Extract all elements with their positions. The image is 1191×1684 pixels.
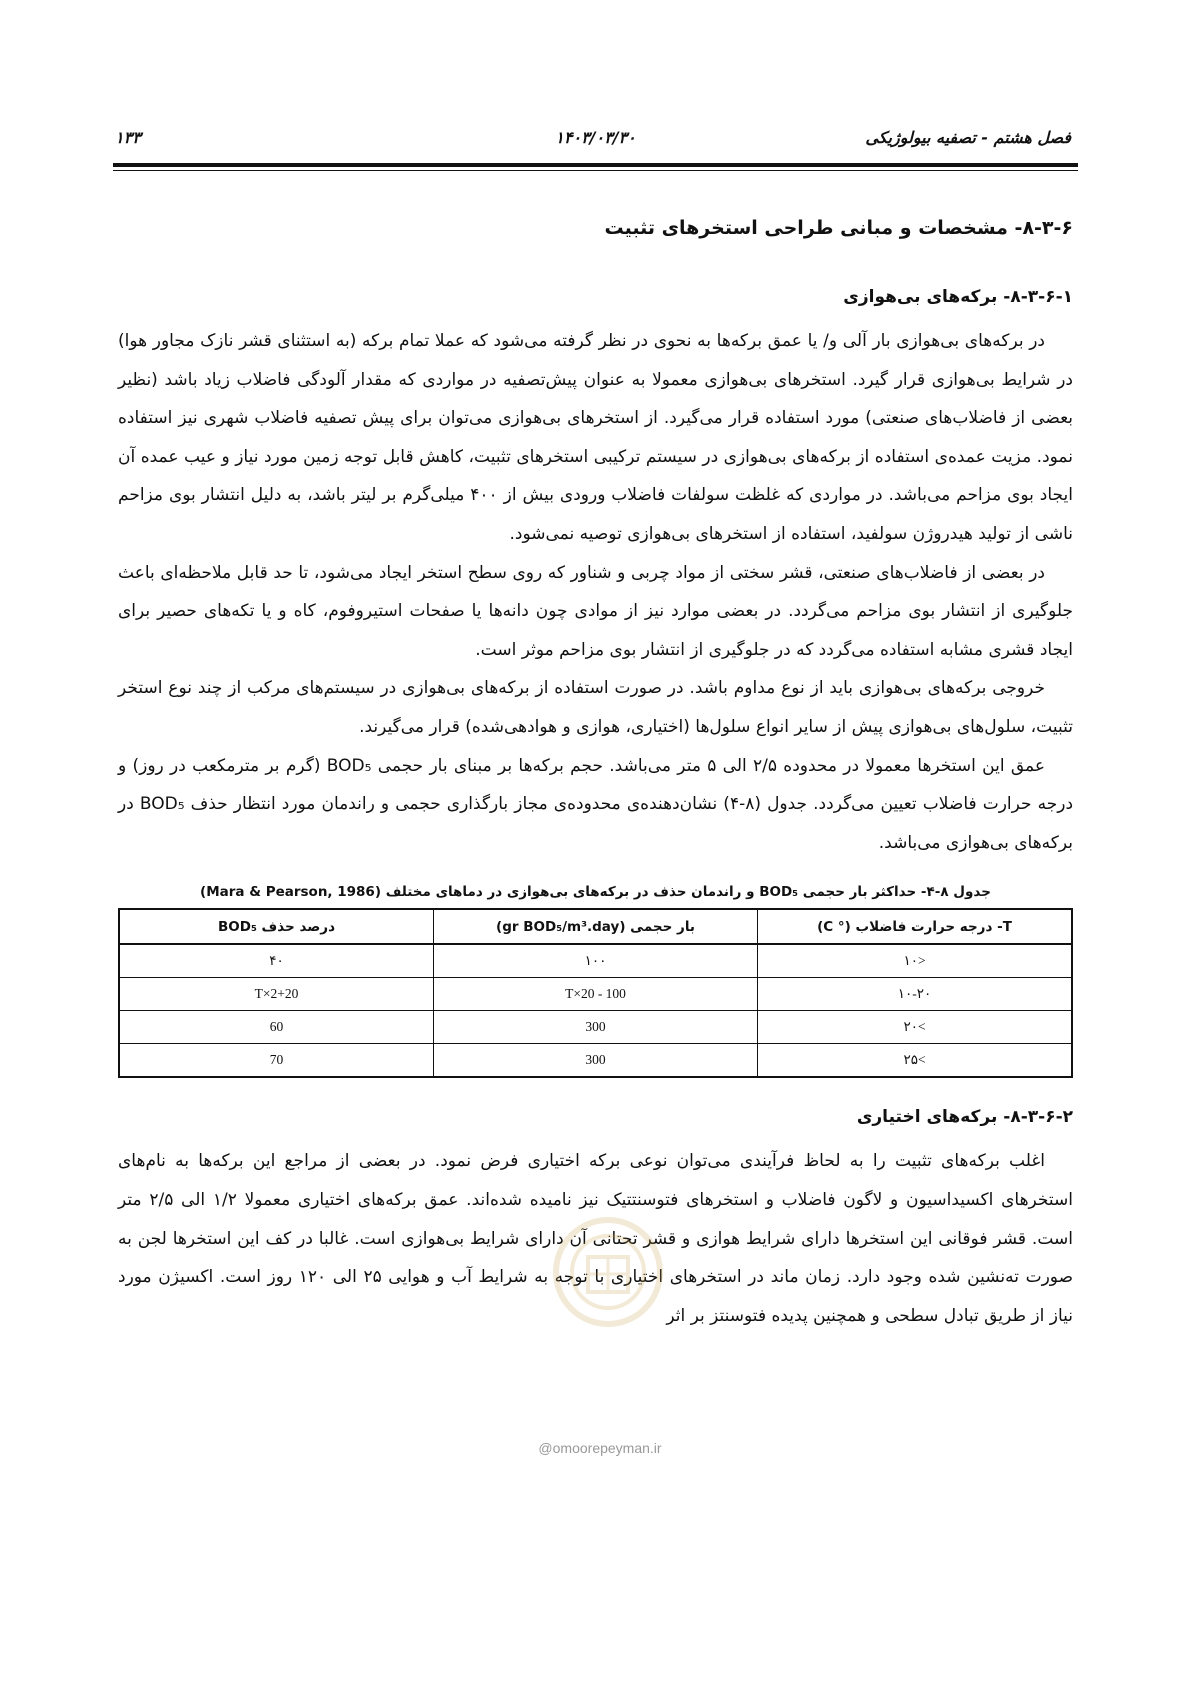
table-cell: <۱۰: [758, 944, 1072, 978]
paragraph: در برکه‌های بی‌هوازی بار آلی و/ یا عمق برکه‌ها به نحوی در نظر گرفته می‌شود که عملا تمام برکه (به استثنای قشر نازک مجاور هوا) در شرایط بی‌هوازی قرار گیرد. استخرهای بی‌هوازی معمولا به عنوان پیش‌تصفیه در مواردی که مقدار آلودگی فاضلاب زیاد باشد (نظیر بعضی از فاضلاب‌های صنعتی) مورد استفاده قرار می‌گیرد. از استخرهای بی‌هوازی می‌توان برای پیش تصفیه فاضلاب شهری نیز استفاده نمود. مزیت عمده‌ی استفاده از برکه‌های بی‌هوازی در سیستم ترکیبی استخرهای تثبیت، کاهش قابل توجه زمین مورد نیاز و عیب عمده آن ایجاد بوی مزاحم می‌باشد. در مواردی که غلظت سولفات فاضلاب ورودی بیش از ۴۰۰ میلی‌گرم بر لیتر باشد، به دلیل انتشار بوی مزاحم ناشی از تولید هیدروژن سولفید، استفاده از استخرهای بی‌هوازی توصیه نمی‌شود.: [118, 331, 1073, 544]
subsection-heading-anaerobic: ۸-۳-۶-۱- برکه‌های بی‌هوازی: [843, 287, 1073, 307]
table-row: [119, 1044, 1072, 1078]
table-header-cell: بار حجمی (gr BOD₅/m³.day): [434, 909, 758, 944]
table-cell: >۲۰: [758, 1011, 1072, 1044]
table-caption: جدول ۸-۴- حداکثر بار حجمی BOD₅ و راندمان حذف در برکه‌های بی‌هوازی در دماهای مختلف (Mara & Pearson, 1986): [200, 884, 991, 901]
table-cell: T×20 - 100: [434, 978, 758, 1011]
section-heading: ۸-۳-۶- مشخصات و مبانی طراحی استخرهای تثبیت: [604, 217, 1073, 239]
paragraph: عمق این استخرها معمولا در محدوده ۲/۵ الی ۵ متر می‌باشد. حجم برکه‌ها بر مبنای بار حجمی BOD₅ (گرم بر مترمکعب در روز) و درجه حرارت فاضلاب تعیین می‌گردد. جدول (۸-۴) نشان‌دهنده‌ی محدوده‌ی مجاز بارگذاری حجمی و راندمان مورد انتظار حذف BOD₅ در برکه‌های بی‌هوازی می‌باشد.: [118, 755, 1074, 853]
table-row: [119, 978, 1072, 1011]
header-rule-thin: [113, 170, 1078, 171]
table-header-cell: درصد حذف BOD₅: [119, 909, 434, 944]
header-rule-thick: [113, 163, 1078, 167]
table-cell: T×2+20: [119, 978, 434, 1011]
watermark-text: @omoorepeyman.ir: [538, 1440, 662, 1456]
table-cell: 300: [434, 1011, 758, 1044]
table-header-row: [119, 909, 1072, 944]
watermark-logo-icon: [548, 1212, 668, 1362]
paragraph: خروجی برکه‌های بی‌هوازی باید از نوع مداوم باشد. در صورت استفاده از برکه‌های بی‌هوازی در سیستم‌های مرکب از چند نوع استخر تثبیت، سلول‌های بی‌هوازی پیش از سایر انواع سلول‌ها (اختیاری، هوازی و هوادهی‌شده) قرار می‌گیرند.: [118, 678, 1073, 737]
paragraph: اغلب برکه‌های تثبیت را به لحاظ فرآیندی می‌توان نوعی برکه اختیاری فرض نمود. در بعضی از مراجع این برکه‌ها به نام‌های استخرهای اکسیداسیون و لاگون فاضلاب و استخرهای فتوسنتتیک نیز نامیده شده‌اند. عمق برکه‌های اختیاری معمولا ۱/۲ الی ۲/۵ متر است. قشر فوقانی این استخرها دارای شرایط هوازی و قشر تحتانی آن دارای شرایط بی‌هوازی است. غالبا در کف این استخرها لجن به صورت ته‌نشین شده وجود دارد. زمان ماند در استخرهای اختیاری با توجه به شرایط آب و هوایی ۲۵ الی ۱۲۰ روز است. اکسیژن مورد نیاز از طریق تبادل سطحی و همچنین پدیده فتوسنتز بر اثر: [118, 1151, 1073, 1326]
table-row: [119, 1011, 1072, 1044]
running-header-chapter: فصل هشتم - تصفیه بیولوژیکی: [865, 128, 1071, 147]
table-cell: ۱۰-۲۰: [758, 978, 1072, 1011]
page-number: ۱۳۳: [115, 128, 141, 147]
table-cell: >۲۵: [758, 1044, 1072, 1078]
table-cell: ۴۰: [119, 944, 434, 978]
table-cell: ۱۰۰: [434, 944, 758, 978]
running-header-date: ۱۴۰۳/۰۳/۳۰: [555, 128, 636, 147]
bod-loading-table: [118, 908, 1073, 1078]
table-cell: 60: [119, 1011, 434, 1044]
subsection-heading-facultative: ۸-۳-۶-۲- برکه‌های اختیاری: [856, 1107, 1073, 1128]
table-header-cell: T- درجه حرارت فاضلاب (° C): [758, 909, 1072, 944]
paragraph: در بعضی از فاضلاب‌های صنعتی، قشر سختی از مواد چربی و شناور که روی سطح استخر ایجاد می‌شود، تا حد قابل ملاحظه‌ای باعث جلوگیری از انتشار بوی مزاحم می‌گردد. در بعضی موارد نیز از موادی چون دانه‌ها یا صفحات استیروفوم، کاه و یا تکه‌های حصیر برای ایجاد قشری مشابه استفاده می‌گردد که در جلوگیری از انتشار بوی مزاحم موثر است.: [118, 562, 1073, 660]
table-cell: 300: [434, 1044, 758, 1078]
body-content: [118, 210, 1073, 1335]
table-cell: 70: [119, 1044, 434, 1078]
table-row: [119, 944, 1072, 978]
